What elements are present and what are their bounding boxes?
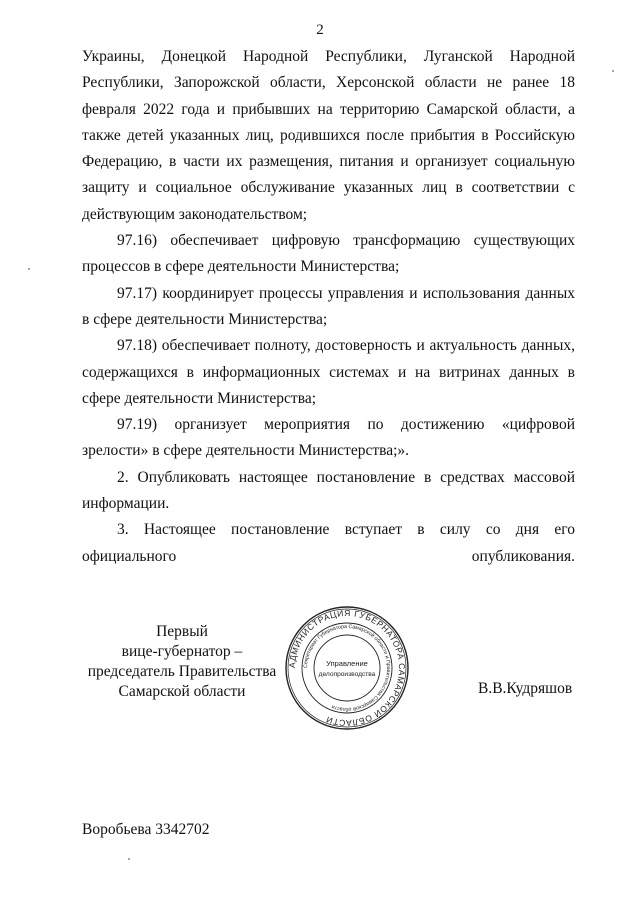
- page-number: 2: [316, 22, 324, 38]
- clause-97-18: 97.18) обеспечивает полноту, достоверность и актуальность данных, содержащихся в информационных системах и на витринах данных в сфере деятельности Министерства;: [82, 337, 575, 407]
- stamp-inner-text: Секретариат Губернатора Самарской области и Правительства Самарской области: [302, 623, 392, 713]
- scan-speck: [128, 858, 130, 860]
- svg-text:Секретариат Губернатора Самарс: [303, 624, 391, 713]
- executor-contact: Воробьева 3342702: [82, 821, 210, 838]
- item-publish: 2. Опубликовать настоящее постановление в средствах массовой информации.: [82, 468, 575, 513]
- clause-97-17: 97.17) координирует процессы управления и использования данных в сфере деятельности Министерства;: [82, 284, 575, 328]
- scan-speck: [612, 70, 614, 72]
- clause-97-16: 97.16) обеспечивает цифровую трансформацию существующих процессов в сфере деятельности Министерства;: [82, 232, 575, 276]
- document-body: [82, 44, 575, 570]
- scan-speck: [28, 268, 30, 270]
- signer-title-line: Самарской области: [118, 683, 246, 700]
- stamp-center-line2: делопроизводства: [318, 671, 376, 678]
- signer-title-line: председатель Правительства: [87, 663, 277, 680]
- signer-title-line: вице-губернатор –: [121, 643, 243, 660]
- paragraph-continuation: Украины, Донецкой Народной Республики, Луганской Народной Республики, Запорожской области, Херсонской области не ранее 18 февраля 2022 года и прибывших на территорию Самарской области, а также детей указанных лиц, родившихся после прибытия в Российскую Федерацию, в части их размещения, питания и организует социальную защиту и социальное обслуживание указанных лиц в соответствии с действующим законодательством;: [82, 48, 575, 223]
- item-effective-date: 3. Настоящее постановление вступает в силу со дня его официального опубликования.: [82, 521, 575, 565]
- signer-title-line: Первый: [156, 623, 208, 640]
- signer-name: В.В.Кудряшов: [478, 680, 573, 697]
- stamp-outer-text: АДМИНИСТРАЦИЯ ГУБЕРНАТОРА САМАРСКОЙ ОБЛАСТИ: [286, 607, 408, 729]
- signer-title: [82, 622, 282, 702]
- clause-97-19: 97.19) организует мероприятия по достижению «цифровой зрелости» в сфере деятельности Министерства;».: [82, 416, 575, 460]
- stamp-center-line1: Управление: [326, 659, 368, 668]
- official-stamp: [284, 605, 410, 731]
